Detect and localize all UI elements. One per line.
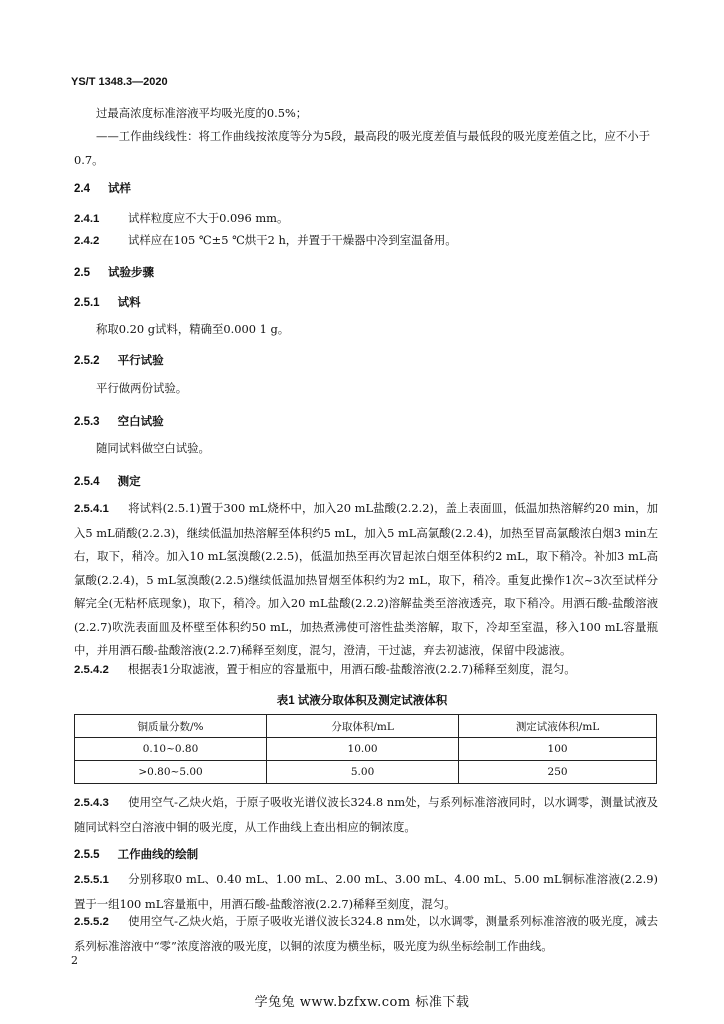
clause: 2.5.4.1 将试料(2.5.1)置于300 mL烧杯中，加入20 mL盐酸(2.2.2)，盖上表面皿，低温加热溶解约20 min，加入5 mL硝酸(2.2.3)，继续低温加热溶解至体积约5 mL，加入5 mL高氯酸(2.2.4)，加热至冒高氯酸浓白烟3 min左右，取下，稍冷。加入10 mL氢溴酸(2.2.5)，低温加热至再次冒起浓白烟至体积约2 mL，取下稍冷。补加3 mL高氯酸(2.2.4)，5 mL氢溴酸(2.2.5)继续低温加热冒烟至体积约为2 mL，取下，稍冷。重复此操作1次~3次至试样分解完全(无粘杯底现象)，取下，稍冷。加入20 mL盐酸(2.2.2)溶解盐类至溶液透亮，取下稍冷。用酒石酸-盐酸溶液(2.2.7)吹洗表面皿及杯壁至体积约50 mL，加热煮沸使可溶性盐类溶解，取下，冷却至室温，移入100 mL容量瓶中，并用酒石酸-盐酸溶液(2.2.7)稀释至刻度，混匀，澄清，干过滤，弃去初滤液，保留中段滤液。: [74, 501, 658, 657]
page-number: 2: [71, 954, 78, 967]
section-heading: 2.4 试样: [74, 183, 131, 195]
table-header-row: [75, 715, 657, 738]
linearity-text: ——工作曲线线性：将工作曲线按浓度等分为5段，最高段的吸光度差值与最低段的吸光度差值之比，应不小于0.7。: [74, 129, 650, 167]
clause: 2.5.5.1 分别移取0 mL、0.40 mL、1.00 mL、2.00 mL、3.00 mL、4.00 mL、5.00 mL铜标准溶液(2.2.9)置于一组100 mL容量瓶中，用酒石酸-盐酸溶液(2.2.7)稀释至刻度，混匀。: [74, 872, 658, 911]
section-heading: 2.5.2 平行试验: [74, 355, 164, 367]
table-header-cell: 测定试液体积/mL: [459, 715, 657, 738]
footer-watermark: 学兔兔 www.bzfxw.com 标准下载: [254, 995, 470, 1010]
clause: 2.5.4.2 根据表1分取滤液，置于相应的容量瓶中，用酒石酸-盐酸溶液(2.2.7)稀释至刻度，混匀。: [74, 662, 576, 676]
section-heading: 2.5.4 测定: [74, 476, 141, 488]
table-header-cell: 铜质量分数/%: [75, 715, 267, 738]
table-cell: 5.00: [267, 761, 459, 784]
section-heading: 2.5 试验步骤: [74, 267, 154, 279]
paragraph: 过最高浓度标准溶液平均吸光度的0.5%；: [96, 106, 308, 120]
table-cell: 0.10~0.80: [75, 738, 267, 761]
clause: 2.4.2 试样应在105 ℃±5 ℃烘干2 h，并置于干燥器中冷到室温备用。: [74, 233, 457, 247]
table-row: [75, 738, 657, 761]
table-cell: 10.00: [267, 738, 459, 761]
paragraph: 随同试料做空白试验。: [96, 441, 210, 455]
table-cell: 250: [459, 761, 657, 784]
section-heading: 2.5.3 空白试验: [74, 416, 164, 428]
table-row: [75, 761, 657, 784]
clause: 2.4.1 试样粒度应不大于0.096 mm。: [74, 211, 289, 225]
table-header-cell: 分取体积/mL: [267, 715, 459, 738]
table-cell: >0.80~5.00: [75, 761, 267, 784]
table-cell: 100: [459, 738, 657, 761]
clause: 2.5.4.3 使用空气-乙炔火焰，于原子吸收光谱仪波长324.8 nm处，与系列标准溶液同时，以水调零，测量试液及随同试料空白溶液中铜的吸光度，从工作曲线上查出相应的铜浓度。: [74, 795, 658, 834]
standard-code-header: YS/T 1348.3—2020: [71, 76, 168, 88]
table-caption: 表1 试液分取体积及测定试液体积: [276, 695, 448, 707]
paragraph: [74, 125, 674, 172]
paragraph: 称取0.20 g试料，精确至0.000 1 g。: [96, 322, 290, 336]
clause: 2.5.5.2 使用空气-乙炔火焰，于原子吸收光谱仪波长324.8 nm处，以水调零，测量系列标准溶液的吸光度，减去系列标准溶液中“零”浓度溶液的吸光度，以铜的浓度为横坐标，吸光度为纵坐标绘制工作曲线。: [74, 914, 658, 953]
section-heading: 2.5.5 工作曲线的绘制: [74, 849, 199, 861]
section-heading: 2.5.1 试料: [74, 297, 141, 309]
data-table: [74, 714, 657, 784]
paragraph: 平行做两份试验。: [96, 381, 188, 395]
